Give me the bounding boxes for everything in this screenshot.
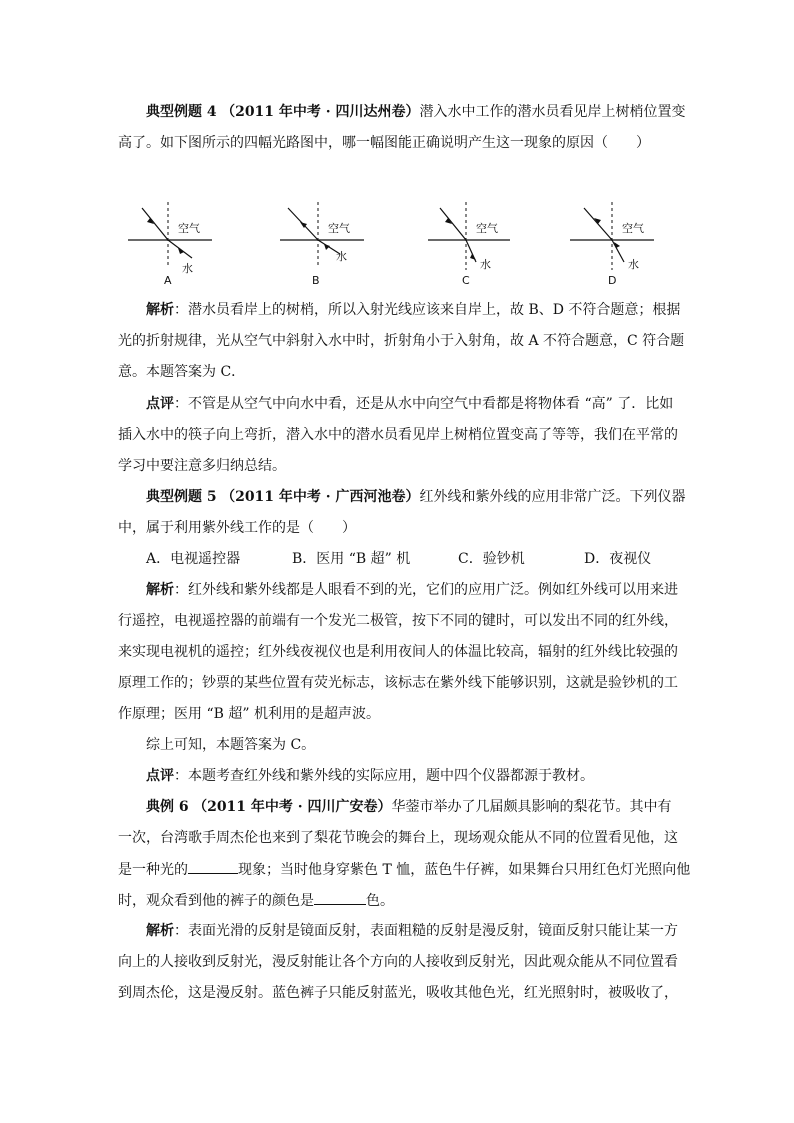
diagram-b-water: 水 [336, 250, 347, 263]
q5-line-2 [118, 518, 356, 538]
q5-summary-text: 综上可知，本题答案为 C。 [146, 737, 316, 753]
q4-comment-line-1 [146, 394, 673, 414]
q6-text-1: 华蓥市举办了几届颇具影响的梨花节。其中有 [391, 799, 672, 815]
q4-line-2 [118, 133, 650, 153]
q6-text-3a: 是一种光的 [118, 862, 188, 878]
q5-analysis-line-4 [118, 673, 678, 693]
q4-comment-label: 点评 [146, 396, 174, 412]
q5-summary [146, 735, 315, 755]
q4-analysis-3: 意。本题答案为 C． [118, 364, 246, 380]
diagram-a-letter: A [164, 274, 172, 287]
q4-comment-line-3 [118, 456, 286, 476]
q6-analysis-label: 解析 [146, 923, 174, 939]
q4-analysis-line-2 [118, 331, 684, 351]
q5-analysis-line-2 [118, 611, 678, 631]
q6-analysis-1: ：表面光滑的反射是镜面反射，表面粗糙的反射是漫反射，镜面反射只能让某一方 [174, 923, 678, 939]
q4-text-2: 高了。如下图所示的四幅光路图中，哪一幅图能正确说明产生这一现象的原因（ ） [118, 135, 650, 151]
q4-analysis-line-1 [146, 300, 680, 320]
diagram-d-water: 水 [628, 258, 639, 271]
q6-blank-2[interactable] [314, 890, 366, 905]
q6-blank-1[interactable] [188, 859, 238, 874]
q4-source: （2011 年中考 · 四川达州卷） [221, 104, 420, 120]
q5-analysis-1: ：红外线和紫外线都是人眼看不到的光，它们的应用广泛。例如红外线可以用来进 [174, 582, 678, 598]
q6-line-4 [118, 890, 394, 911]
q5-text-1: 红外线和紫外线的应用非常广泛。下列仪器 [419, 489, 686, 505]
q4-line-1 [146, 102, 686, 122]
diagram-c-svg [426, 198, 550, 290]
q6-line-3 [118, 859, 690, 880]
q4-text-1: 潜入水中工作的潜水员看见岸上树梢位置变 [419, 104, 686, 120]
q5-analysis-line-3 [118, 642, 678, 662]
q5-analysis-line-5 [118, 704, 380, 724]
q4-analysis-2: 光的折射规律，光从空气中斜射入水中时，折射角小于入射角，故 A 不符合题意，C 符合题 [118, 333, 685, 349]
diagram-d-svg [568, 198, 692, 290]
diagram-b-air: 空气 [328, 222, 350, 235]
q4-comment-2: 插入水中的筷子向上弯折，潜入水中的潜水员看见岸上树梢位置变高了等等，我们在平常的 [118, 427, 678, 443]
diagram-a-air: 空气 [178, 222, 200, 235]
q6-text-2: 一次，台湾歌手周杰伦也来到了梨花节晚会的舞台上，现场观众能从不同的位置看见他，这 [118, 830, 678, 846]
diagram-a-svg [126, 198, 250, 290]
q5-text-2: 中，属于利用紫外线工作的是（ ） [118, 520, 356, 536]
diagram-d-letter: D [608, 274, 617, 287]
q5-analysis-4: 原理工作的；钞票的某些位置有荧光标志，该标志在紫外线下能够识别，这就是验钞机的工 [118, 675, 678, 691]
diagram-c [426, 198, 550, 290]
q5-analysis-label: 解析 [146, 582, 174, 598]
q4-comment-3: 学习中要注意多归纳总结。 [118, 458, 286, 474]
diagram-c-air: 空气 [476, 222, 498, 235]
diagram-d-air: 空气 [622, 222, 644, 235]
diagram-c-letter: C [462, 274, 470, 287]
q5-source: （2011 年中考 · 广西河池卷） [221, 489, 420, 505]
q5-choice-b: B．医用 “B 超” 机 [292, 551, 411, 567]
diagram-b-svg [278, 198, 402, 290]
diagram-c-water: 水 [480, 258, 491, 271]
q5-analysis-3: 来实现电视机的遥控；红外线夜视仪也是利用夜间人的体温比较高，辐射的红外线比较强的 [118, 644, 678, 660]
q6-analysis-2: 向上的人接收到反射光，漫反射能让各个方向的人接收到反射光，因此观众能从不同位置看 [118, 954, 678, 970]
diagram-d [568, 198, 692, 290]
q5-line-1 [146, 487, 686, 507]
q6-analysis-line-2 [118, 952, 678, 972]
q5-comment-label: 点评 [146, 768, 174, 784]
q4-comment-line-2 [118, 425, 678, 445]
q5-heading: 典型例题 5 [146, 489, 217, 505]
q4-analysis-line-3 [118, 362, 245, 382]
q6-text-4a: 时，观众看到他的裤子的颜色是 [118, 893, 314, 909]
q4-comment-1: ：不管是从空气中向水中看，还是从水中向空气中看都是将物体看 “高” 了．比如 [174, 396, 674, 412]
q4-heading: 典型例题 4 [146, 104, 217, 120]
q6-analysis-line-1 [146, 921, 678, 941]
q6-line-1 [146, 797, 672, 817]
q6-text-3b: 现象；当时他身穿紫色 T 恤，蓝色牛仔裤，如果舞台只用红色灯光照向他 [238, 862, 691, 878]
q4-analysis-1: ：潜水员看岸上的树梢，所以入射光线应该来自岸上，故 B、D 不符合题意；根据 [174, 302, 681, 318]
q5-comment-1: ：本题考查红外线和紫外线的实际应用，题中四个仪器都源于教材。 [174, 768, 594, 784]
q5-analysis-5: 作原理；医用 “B 超” 机利用的是超声波。 [118, 706, 380, 722]
q6-text-4b: 色。 [366, 893, 394, 909]
q6-analysis-line-3 [118, 983, 678, 1003]
q5-comment-line [146, 766, 594, 786]
q6-analysis-3: 到周杰伦，这是漫反射。蓝色裤子只能反射蓝光，吸收其他色光，红光照射时，被吸收了， [118, 985, 678, 1001]
q5-choice-d: D．夜视仪 [584, 551, 652, 567]
diagram-b [278, 198, 402, 290]
q5-choice-a: A．电视遥控器 [146, 551, 241, 567]
q5-analysis-2: 行遥控，电视遥控器的前端有一个发光二极管，按下不同的键时，可以发出不同的红外线， [118, 613, 678, 629]
diagram-a-water: 水 [182, 262, 193, 275]
q6-source: （2011 年中考 · 四川广安卷） [193, 799, 392, 815]
diagram-a [126, 198, 250, 290]
q6-line-2 [118, 828, 678, 848]
q5-analysis-line-1 [146, 580, 678, 600]
q4-analysis-label: 解析 [146, 302, 174, 318]
q5-choice-c: C．验钞机 [458, 551, 525, 567]
diagram-b-letter: B [312, 274, 320, 287]
q6-heading: 典例 6 [146, 799, 189, 815]
